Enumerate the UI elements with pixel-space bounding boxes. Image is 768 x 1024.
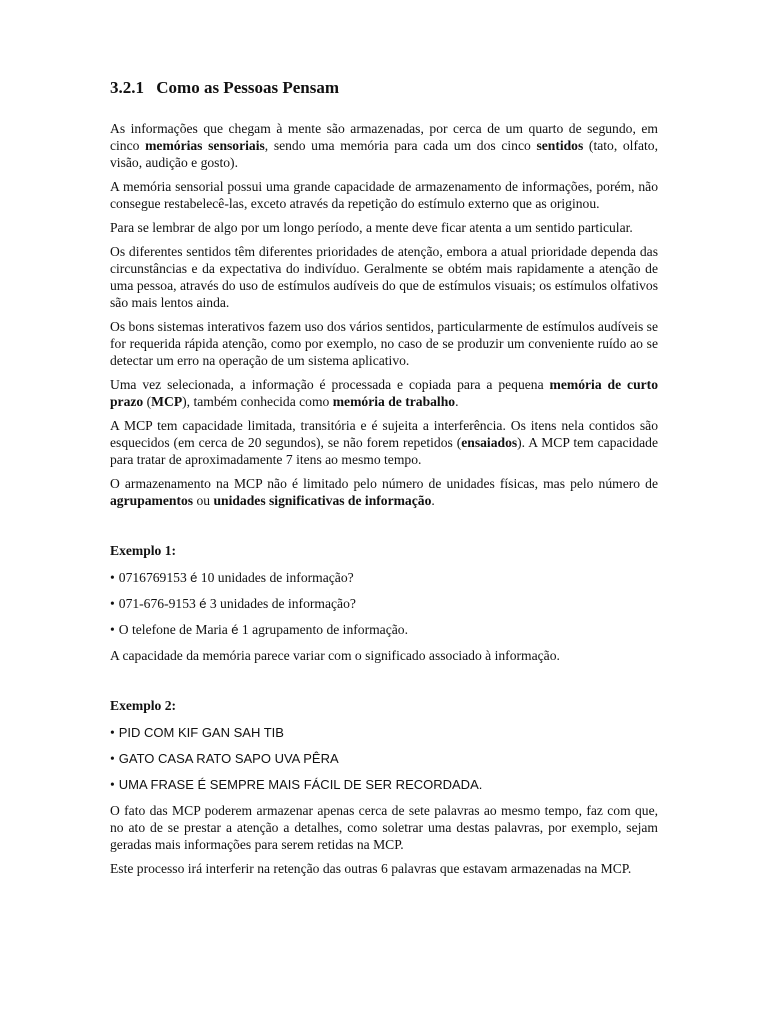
bullet-icon: •	[110, 570, 115, 585]
paragraph-sensory-memories	[110, 120, 658, 171]
bold-term: sentidos	[536, 138, 584, 153]
bold-term: agrupamentos	[110, 493, 194, 508]
text-run: As informações que chegam à mente são armazenadas, por cerca de um quarto de segundo, em cinco	[110, 121, 658, 153]
bullet-icon: •	[110, 622, 115, 637]
text-run: .	[431, 493, 435, 508]
bullet-icon: •	[110, 751, 115, 766]
document-page	[110, 78, 658, 884]
text-run: O armazenamento na MCP não é limitado pelo número de unidades físicas, mas pelo número de	[110, 476, 658, 491]
text-run: GATO CASA RATO SAPO UVA PÊRA	[118, 751, 339, 766]
text-run: UMA FRASE É SEMPRE MAIS FÁCIL DE SER RECORDADA.	[118, 777, 483, 792]
text-run: ). A MCP tem capacidade para tratar de aproximadamente 7 itens ao mesmo tempo.	[110, 435, 658, 467]
paragraph-capacity-meaning: A capacidade da memória parece variar com o significado associado à informação.	[110, 648, 560, 663]
text-run: 0716769153	[118, 570, 191, 585]
text-run: ou	[193, 493, 214, 508]
text-run: (tato, olfato, visão, audição e gosto).	[110, 138, 658, 170]
example-1-title: Exemplo 1:	[110, 543, 177, 558]
paragraph-attention-priorities: Os diferentes sentidos têm diferentes prioridades de atenção, embora a atual prioridade dependa das circunstâncias e da expectativa do indivíduo. Geralmente se obtém mais rapidamente a atenção de uma pessoa, através do uso de estímulos audíveis do que de estímulos visuais; os estímulos olfativos são mais lentos ainda.	[110, 244, 658, 310]
list-item	[110, 621, 658, 638]
bold-term: memória de trabalho	[332, 394, 456, 409]
list-item	[110, 724, 658, 741]
bold-term: MCP	[151, 394, 183, 409]
paragraph-short-term-memory	[110, 376, 658, 410]
text-run: 3 unidades de informação?	[206, 596, 356, 611]
text-run: (	[143, 394, 152, 409]
bold-term: memória de curto prazo	[110, 377, 658, 409]
paragraph-mcp-capacity	[110, 417, 658, 468]
section-number: 3.2.1	[110, 78, 144, 97]
paragraph-mcp-storage	[110, 475, 658, 509]
text-run: PID COM KIF GAN SAH TIB	[118, 725, 284, 740]
list-item	[110, 750, 658, 767]
bullet-icon: •	[110, 725, 115, 740]
bold-term: ensaiados	[461, 435, 518, 450]
section-heading	[110, 78, 658, 98]
bullet-icon: •	[110, 596, 115, 611]
text-run: O telefone de Maria	[118, 622, 232, 637]
text-run: 10 unidades de informação?	[197, 570, 354, 585]
text-run: é	[231, 622, 239, 637]
bold-term: unidades significativas de informação	[213, 493, 432, 508]
text-run: A MCP tem capacidade limitada, transitória e é sujeita a interferência. Os itens nela contidos são esquecidos (em cerca de 20 segundos), se não forem repetidos (	[110, 418, 658, 450]
text-run: é	[199, 596, 207, 611]
paragraph-interactive-systems: Os bons sistemas interativos fazem uso dos vários sentidos, particularmente de estímulos audíveis se for requerida rápida atenção, como por exemplo, no caso de se produzir um conveniente ruído ao se detectar um erro na operação de um sistema aplicativo.	[110, 319, 658, 368]
text-run: Uma vez selecionada, a informação é processada e copiada para a pequena	[110, 377, 550, 392]
section-title: Como as Pessoas Pensam	[156, 78, 339, 97]
text-run: 071-676-9153	[118, 596, 200, 611]
example-2-title: Exemplo 2:	[110, 698, 177, 713]
paragraph-seven-words: O fato das MCP poderem armazenar apenas cerca de sete palavras ao mesmo tempo, faz com que, no ato de se prestar a atenção a detalhes, como soletrar uma destas palavras, por exemplo, sejam geradas mais informações para serem retidas na MCP.	[110, 803, 658, 852]
text-run: é	[190, 570, 198, 585]
text-run: ), também conhecida como	[182, 394, 333, 409]
paragraph-long-period: Para se lembrar de algo por um longo período, a mente deve ficar atenta a um sentido particular.	[110, 220, 633, 235]
text-run: , sendo uma memória para cada um dos cinco	[264, 138, 537, 153]
paragraph-sensory-capacity: A memória sensorial possui uma grande capacidade de armazenamento de informações, porém, não consegue restabelecê-las, exceto através da repetição do estímulo externo que as originou.	[110, 179, 658, 211]
text-run: .	[455, 394, 459, 409]
list-item	[110, 776, 658, 793]
list-item	[110, 569, 658, 586]
text-run: 1 agrupamento de informação.	[238, 622, 408, 637]
paragraph-interference: Este processo irá interferir na retenção das outras 6 palavras que estavam armazenadas na MCP.	[110, 861, 632, 876]
bold-term: memórias sensoriais	[145, 138, 265, 153]
list-item	[110, 595, 658, 612]
bullet-icon: •	[110, 777, 115, 792]
